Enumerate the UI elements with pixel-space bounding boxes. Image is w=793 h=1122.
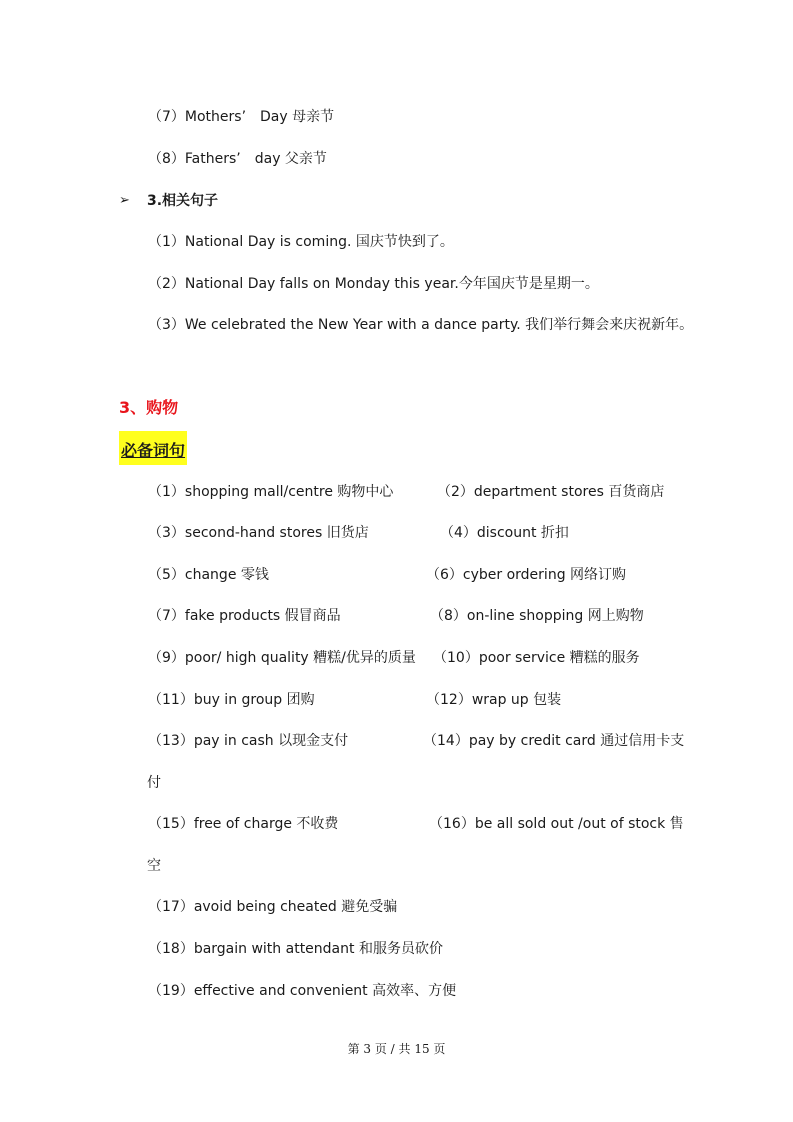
vocab-item: （18）bargain with attendant 和服务员砍价: [148, 941, 443, 957]
vocab-left: （7）fake products 假冒商品: [148, 608, 341, 624]
vocab-left: （9）poor/ high quality 糟糕/优异的质量: [148, 650, 416, 666]
vocab-right: （14）pay by credit card 通过信用卡支: [423, 733, 685, 749]
vocab-right: （10）poor service 糟糕的服务: [433, 650, 640, 666]
vocab-right: （2）department stores 百货商店: [437, 484, 665, 500]
section-title: 3、购物: [119, 398, 179, 417]
arrow-bullet-icon: ➢: [119, 193, 130, 208]
vocab-left: （5）change 零钱: [148, 567, 269, 583]
sentence: （1）National Day is coming. 国庆节快到了。: [148, 234, 454, 250]
vocab-right: （8）on-line shopping 网上购物: [430, 608, 644, 624]
vocab-right: （12）wrap up 包装: [426, 692, 562, 708]
holiday-item: （8）Fathers’ day 父亲节: [148, 151, 327, 167]
holiday-item: （7）Mothers’ Day 母亲节: [148, 109, 335, 125]
page-footer: 第 3 页 / 共 15 页: [347, 1042, 446, 1056]
wrapped-text: 空: [147, 858, 161, 874]
vocab-item: （17）avoid being cheated 避免受骗: [148, 899, 398, 915]
wrapped-text: 付: [147, 775, 161, 791]
vocab-item: （19）effective and convenient 高效率、方便: [148, 983, 457, 999]
vocab-left: （11）buy in group 团购: [148, 692, 315, 708]
sentence: （2）National Day falls on Monday this year.今年国庆节是星期一。: [148, 276, 599, 292]
vocab-right: （16）be all sold out /out of stock 售: [429, 816, 684, 832]
vocab-left: （3）second-hand stores 旧货店: [148, 525, 369, 541]
vocab-right: （6）cyber ordering 网络订购: [426, 567, 627, 583]
sentence: （3）We celebrated the New Year with a dance party. 我们举行舞会来庆祝新年。: [148, 317, 694, 333]
vocab-left: （1）shopping mall/centre 购物中心: [148, 484, 394, 500]
vocab-right: （4）discount 折扣: [440, 525, 569, 541]
sentences-heading-text: 3.相关句子: [147, 193, 219, 209]
vocab-left: （15）free of charge 不收费: [148, 816, 339, 832]
vocab-heading: 必备词句: [119, 431, 187, 465]
vocab-left: （13）pay in cash 以现金支付: [148, 733, 349, 749]
